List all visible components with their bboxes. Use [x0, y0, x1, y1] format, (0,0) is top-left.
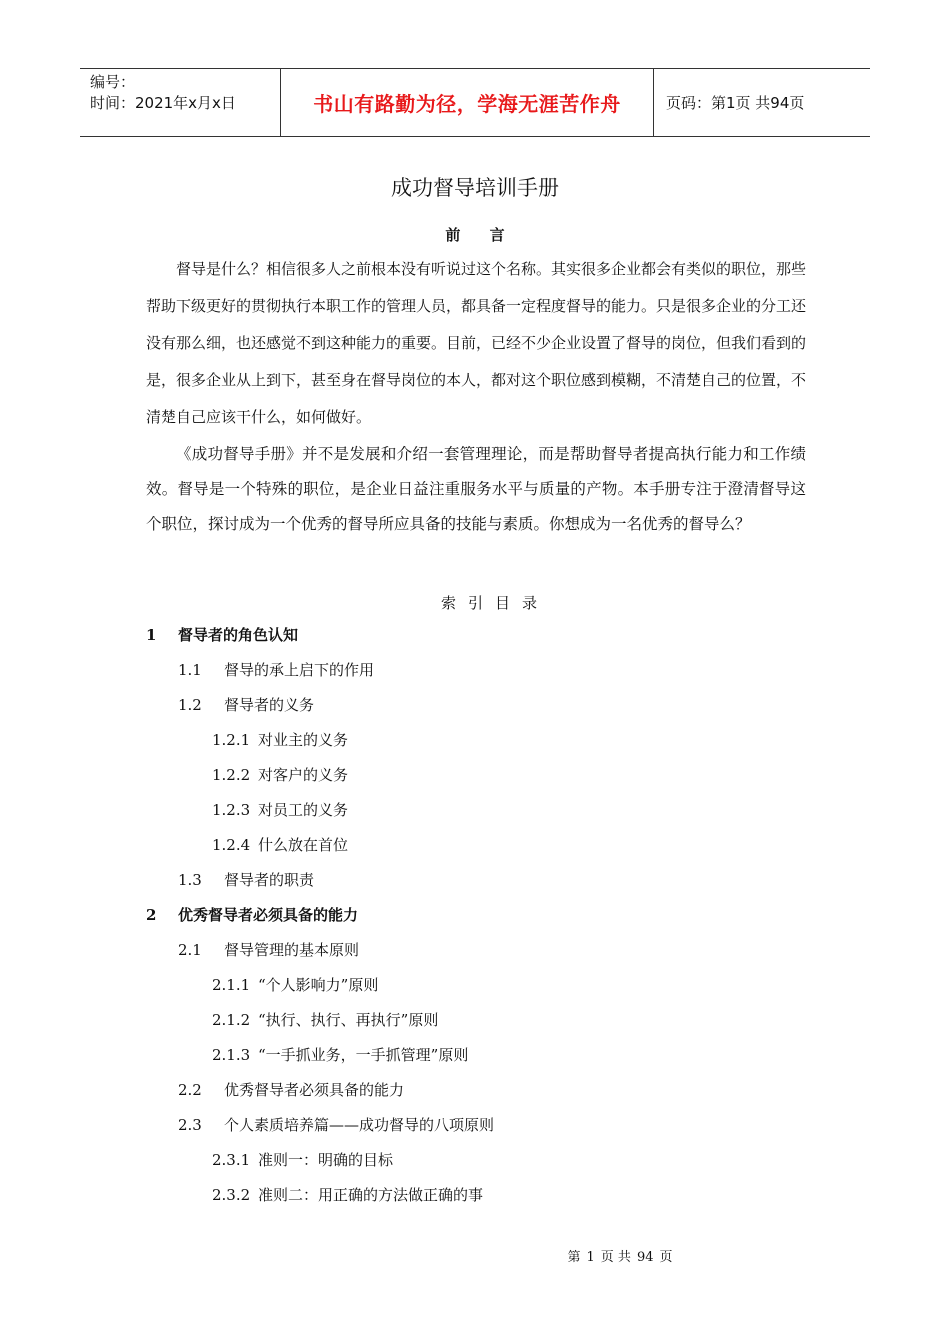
- toc-item[interactable]: [212, 793, 348, 828]
- toc-item[interactable]: [212, 758, 348, 793]
- toc-item-number: 1.2.4: [212, 836, 251, 854]
- toc-item[interactable]: [178, 1108, 494, 1143]
- toc-item-number: 1.2: [178, 696, 202, 714]
- toc-item-number: 1: [146, 626, 157, 644]
- toc-item[interactable]: [212, 968, 378, 1003]
- number-label: 编号：: [90, 73, 136, 91]
- toc-item[interactable]: [212, 1178, 483, 1213]
- toc-item-number: 2.2: [178, 1081, 202, 1099]
- toc-item-text: 什么放在首位: [258, 836, 349, 854]
- toc-item-number: 1.2.2: [212, 766, 251, 784]
- toc-item[interactable]: [178, 933, 359, 968]
- toc-item[interactable]: [146, 898, 358, 933]
- toc-item-text: “一手抓业务，一手抓管理”原则: [258, 1046, 469, 1064]
- toc-item[interactable]: [178, 1073, 404, 1108]
- toc-item-text: 督导者的角色认知: [178, 626, 299, 644]
- footer-page-number: 1: [586, 1250, 595, 1265]
- toc-item-text: 优秀督导者必须具备的能力: [178, 906, 359, 924]
- footer-total-pages: 94: [636, 1250, 654, 1265]
- toc-item-text: 个人素质培养篇——成功督导的八项原则: [224, 1116, 495, 1134]
- preface-paragraph-1: 督导是什么？相信很多人之前根本没有听说过这个名称。其实很多企业都会有类似的职位，那些帮助下级更好的贯彻执行本职工作的管理人员，都具备一定程度督导的能力。只是很多企业的分工还没有那么细，也还感觉不到这种能力的重要。目前，已经不少企业设置了督导的岗位，但我们看到的是，很多企业从上到下，甚至身在督导岗位的本人，都对这个职位感到模糊，不清楚自己的位置，不清楚自己应该干什么，如何做好。: [146, 260, 807, 426]
- toc-item[interactable]: [178, 863, 314, 898]
- toc-item-number: 2.1.2: [212, 1011, 251, 1029]
- toc-item-text: 督导者的义务: [224, 696, 315, 714]
- toc-item-number: 2.1.3: [212, 1046, 251, 1064]
- toc-item-number: 2.1.1: [212, 976, 251, 994]
- preface-heading: 前 言: [445, 226, 517, 244]
- toc-item[interactable]: [212, 828, 348, 863]
- toc-item-text: 督导管理的基本原则: [224, 941, 360, 959]
- toc-item-text: 督导的承上启下的作用: [224, 661, 375, 679]
- toc-item[interactable]: [212, 1038, 468, 1073]
- toc-item-number: 2.3.1: [212, 1151, 251, 1169]
- toc-item-text: 督导者的职责: [224, 871, 315, 889]
- toc-item-number: 2.3.2: [212, 1186, 251, 1204]
- toc-item-number: 2.1: [178, 941, 202, 959]
- toc-item[interactable]: [178, 688, 314, 723]
- toc-item-number: 1.1: [178, 661, 202, 679]
- toc-item[interactable]: [212, 1143, 393, 1178]
- toc-item-text: “执行、执行、再执行”原则: [258, 1011, 439, 1029]
- toc-title: 索引目录: [440, 594, 549, 612]
- toc-item-text: 对业主的义务: [258, 731, 349, 749]
- toc-item-text: “个人影响力”原则: [258, 976, 379, 994]
- page-header: [80, 68, 870, 137]
- footer-mid: 页 共: [600, 1250, 631, 1265]
- toc-item[interactable]: [178, 653, 374, 688]
- toc-item-number: 1.2.3: [212, 801, 251, 819]
- toc-item-number: 2: [146, 906, 157, 924]
- header-page-info: 页码：第1页 共94页: [666, 94, 805, 112]
- toc-item-text: 准则一：明确的目标: [258, 1151, 394, 1169]
- toc-item-text: 对客户的义务: [258, 766, 349, 784]
- toc-item-text: 准则二：用正确的方法做正确的事: [258, 1186, 484, 1204]
- header-meta: [80, 69, 281, 136]
- toc-item[interactable]: [212, 723, 348, 758]
- preface-paragraph-2: 《成功督导手册》并不是发展和介绍一套管理理论，而是帮助督导者提高执行能力和工作绩效。督导是一个特殊的职位，是企业日益注重服务水平与质量的产物。本手册专注于澄清督导这个职位，探讨成为一个优秀的督导所应具备的技能与素质。你想成为一名优秀的督导么？: [146, 445, 806, 533]
- toc-item[interactable]: [146, 618, 298, 653]
- page-footer: [0, 1246, 950, 1265]
- footer-suffix: 页: [659, 1250, 673, 1265]
- time-label: 时间：2021年x月x日: [90, 94, 236, 112]
- header-motto: 书山有路勤为径，学海无涯苦作舟: [281, 69, 654, 136]
- toc-item[interactable]: [212, 1003, 438, 1038]
- toc-item-text: 对员工的义务: [258, 801, 349, 819]
- toc-item-number: 2.3: [178, 1116, 202, 1134]
- toc-item-number: 1.3: [178, 871, 202, 889]
- footer-prefix: 第: [567, 1250, 581, 1265]
- document-title: 成功督导培训手册: [391, 176, 559, 200]
- toc-item-number: 1.2.1: [212, 731, 251, 749]
- toc-item-text: 优秀督导者必须具备的能力: [224, 1081, 405, 1099]
